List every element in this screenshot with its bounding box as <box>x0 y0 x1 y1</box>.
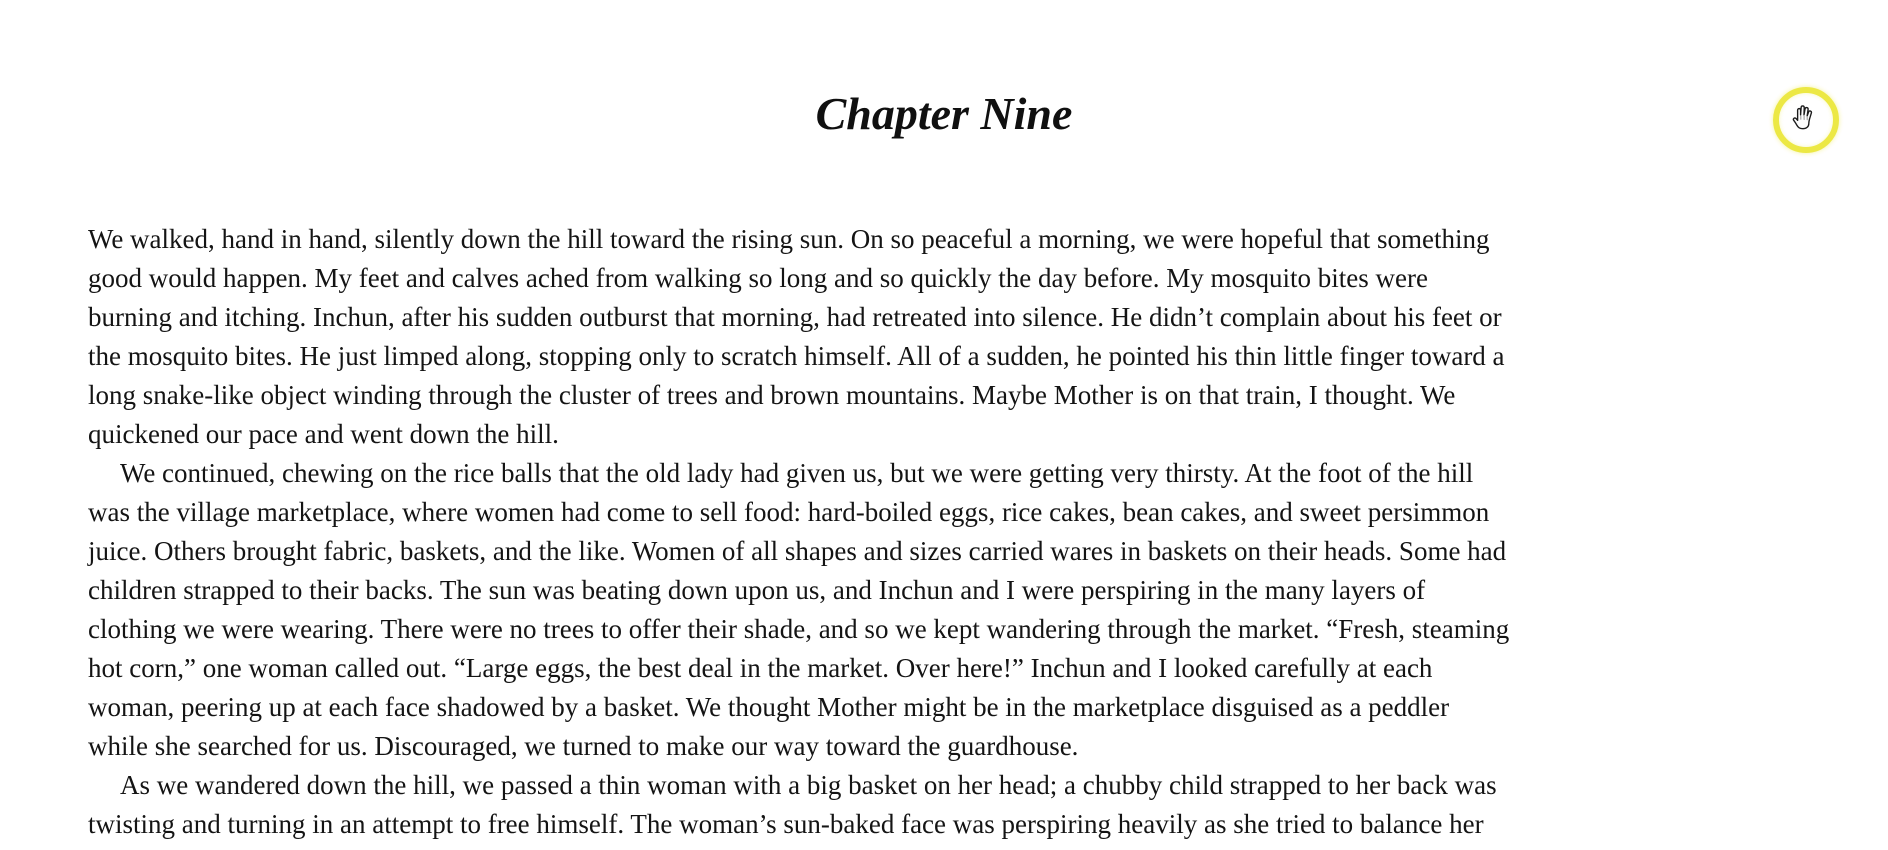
paragraph <box>88 766 1804 844</box>
text-line: As we wandered down the hill, we passed a thin woman with a big basket on her head; a chubby child strapped to her back was <box>120 770 1497 800</box>
text-line: We continued, chewing on the rice balls that the old lady had given us, but we were getting very thirsty. At the foot of the hill <box>120 458 1474 488</box>
paragraph <box>88 454 1804 766</box>
text-line: woman, peering up at each face shadowed by a basket. We thought Mother might be in the marketplace disguised as a peddler <box>88 692 1450 722</box>
paragraph <box>88 220 1804 454</box>
text-line: long snake-like object winding through the cluster of trees and brown mountains. Maybe Mother is on that train, I thought. We <box>88 380 1456 410</box>
text-line: twisting and turning in an attempt to free himself. The woman’s sun-baked face was perspiring heavily as she tried to balance her <box>88 809 1484 839</box>
text-line: was the village marketplace, where women had come to sell food: hard-boiled eggs, rice cakes, bean cakes, and sweet persimmon <box>88 497 1490 527</box>
text-line: children strapped to their backs. The sun was beating down upon us, and Inchun and I were perspiring in the many layers of <box>88 575 1426 605</box>
hand-cursor-icon <box>1787 101 1821 135</box>
text-line: clothing we were wearing. There were no trees to offer their shade, and so we kept wandering through the market. “Fresh, steaming <box>88 614 1510 644</box>
text-line: quickened our pace and went down the hill. <box>88 419 559 449</box>
text-line: the mosquito bites. He just limped along, stopping only to scratch himself. All of a sudden, he pointed his thin little finger toward a <box>88 341 1505 371</box>
text-line: burning and itching. Inchun, after his sudden outburst that morning, had retreated into silence. He didn’t complain about his feet or <box>88 302 1502 332</box>
text-line: good would happen. My feet and calves ached from walking so long and so quickly the day before. My mosquito bites were <box>88 263 1428 293</box>
text-line: while she searched for us. Discouraged, we turned to make our way toward the guardhouse. <box>88 731 1079 761</box>
text-line: hot corn,” one woman called out. “Large eggs, the best deal in the market. Over here!” Inchun and I looked carefully at each <box>88 653 1433 683</box>
chapter-title: Chapter Nine <box>815 88 1073 139</box>
chapter-body <box>88 220 1804 844</box>
text-line: We walked, hand in hand, silently down the hill toward the rising sun. On so peaceful a morning, we were hopeful that something <box>88 224 1490 254</box>
text-line: juice. Others brought fabric, baskets, and the like. Women of all shapes and sizes carried wares in baskets on their heads. Some had <box>88 536 1507 566</box>
